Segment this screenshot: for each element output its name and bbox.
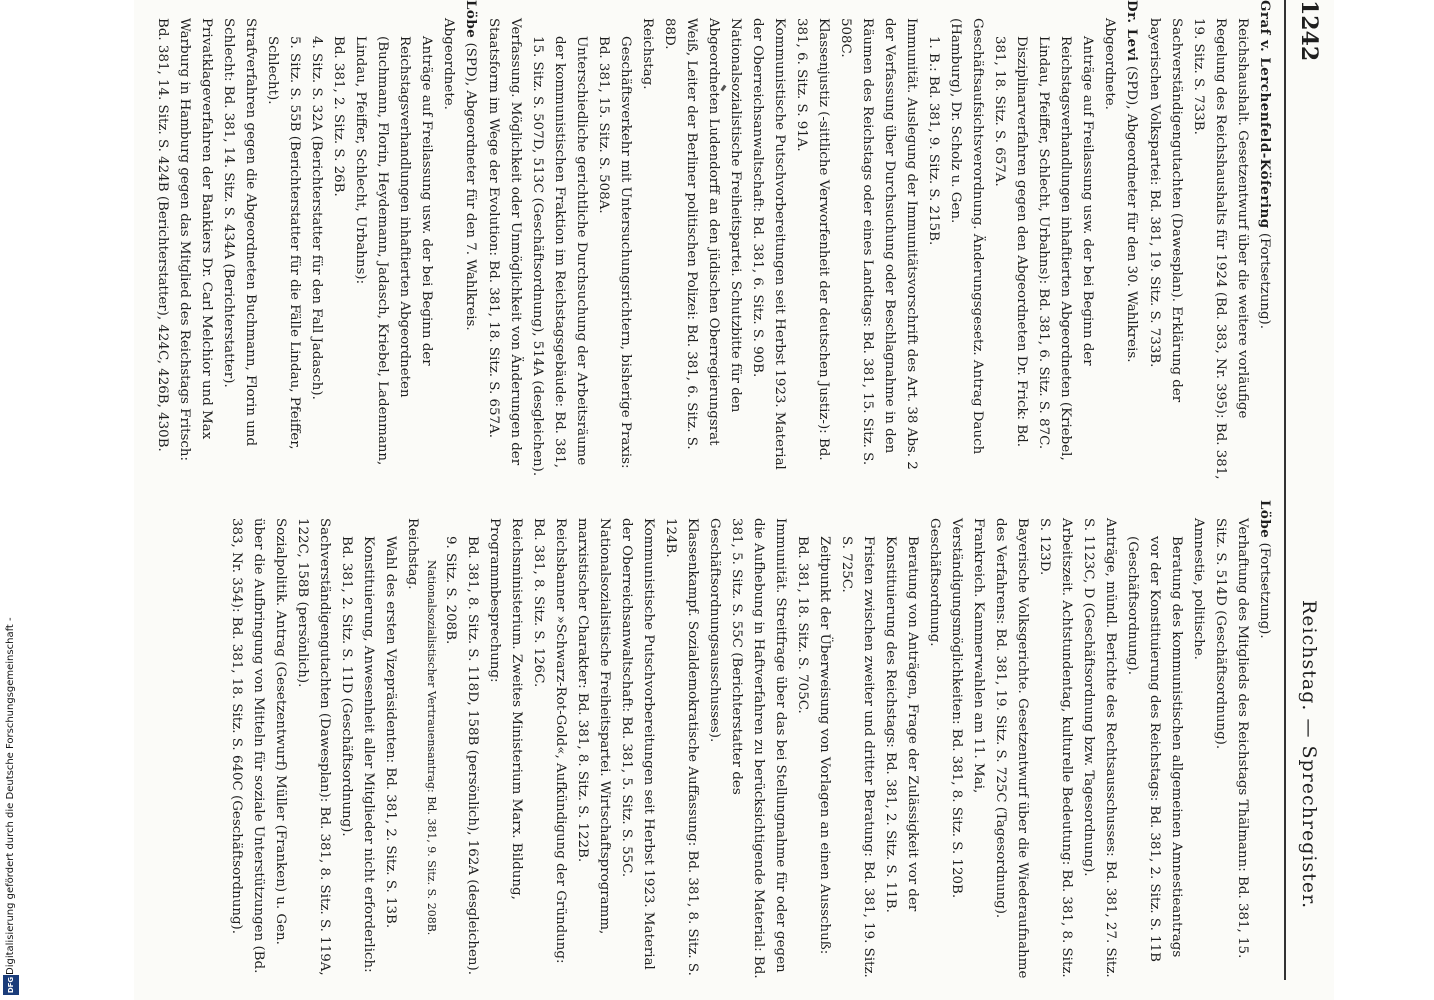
- register-entry-line: [1098, 0, 1120, 480]
- register-entry-line: [423, 500, 439, 980]
- entry-text: Reichsministerium. Zweites Ministerium Marx. Bildung, Programmbesprechung:: [487, 518, 524, 900]
- entry-text: Bayerische Volksgerichte. Gesetzentwurf über die Wiederaufnahme des Verfahrens: Bd. 381, 19. Sitz. S. 725C (Tagesordnung).: [993, 518, 1030, 979]
- left-column: [151, 0, 1276, 480]
- register-entry-line: [437, 0, 459, 480]
- register-entry-line: [615, 500, 659, 980]
- register-entry-heading: [459, 0, 482, 480]
- person-name: Dr. Levi: [1124, 0, 1140, 62]
- entry-text: Bd. 381, 8. Sitz. S. 118D, 158B (persönlich), 162A (desgleichen).: [465, 536, 480, 976]
- entry-text: Beratung von Anträgen, Frage der Zulässigkeit vor der Konstituierung des Reichstags: Bd. 381, 2. Sitz. S. 11B.: [883, 536, 920, 913]
- entry-text: Privatklageverfahren der Bankiers Dr. Carl Melchior und Max Warburg in Hamburg gegen das Mitglied des Reichstags Fritsch: Bd. 381, 14. Sitz. S. 424B (Berichterstatter), 424C, 426B, 430B.: [155, 18, 214, 462]
- entry-text: Immunität. Streitfrage über das bei Stellungnahme für oder gegen die Aufhebung in Haftverfahren zu berücksichtigende Material: Bd. 381, 5. Sitz. S. 55C (Berichterstatter des Geschäftsordnungsausschusses).: [707, 518, 788, 979]
- register-entry-line: [401, 500, 423, 980]
- register-entry-line: [439, 500, 461, 980]
- register-entry-line: [261, 0, 305, 480]
- entry-text: (Fortsetzung).: [1257, 228, 1272, 329]
- register-entry-line: [658, 0, 746, 480]
- register-entry-heading: [1253, 500, 1276, 980]
- entry-text: Sozialpolitik. Antrag (Gesetzentwurf) Müller (Franken) u. Gen. über die Aufbringung von Mitteln für soziale Unterstützungen (Bd. 383, Nr. 354): Bd. 381, 18. Sitz. S. 640C (Geschäftsordnung).: [229, 518, 288, 974]
- register-entry-line: [791, 500, 835, 980]
- register-entry-line: [335, 500, 379, 980]
- register-entry-line: [482, 0, 526, 480]
- register-entry-line: [305, 0, 327, 480]
- register-entry-line: [291, 500, 335, 980]
- register-entry-line: [1033, 500, 1077, 980]
- entry-text: Nationalsozialistischer Vertrauensantrag: Bd. 381, 9. Sitz. S. 208B.: [425, 560, 438, 936]
- register-entry-line: [225, 500, 291, 980]
- entry-text: Fristen zwischen zweiter und dritter Beratung: Bd. 381, 19. Sitz. S. 725C.: [839, 536, 876, 978]
- entry-text: 4. Sitz. S. 32A (Berichterstatter für den Fall Jadasch).: [309, 36, 324, 400]
- register-entry-line: [944, 0, 988, 480]
- register-entry-line: [483, 500, 527, 980]
- register-entry-line: [526, 0, 592, 480]
- register-entry-line: [151, 0, 217, 480]
- entry-text: Reichstag.: [405, 518, 420, 590]
- entry-text: Beratung des kommunistischen allgemeinen Amnestieantrags vor der Konstituierung des Reichstags: Bd. 381, 2. Sitz. S. 11B (Geschäftsordnung).: [1125, 536, 1184, 963]
- entry-text: Arbeitszeit. Achtstundentag, kulturelle Bedeutung: Bd. 381, 8. Sitz. S. 123D.: [1037, 518, 1074, 978]
- entry-text: Wahl des ersten Vizepräsidenten: Bd. 381, 2. Sitz. S. 13B.: [383, 536, 398, 929]
- register-entry-line: [636, 0, 658, 480]
- entry-text: Klassenjustiz (-sittliche Verworfenheit der deutschen Justiz-): Bd. 381, 6. Sitz. S. 91A.: [794, 18, 831, 461]
- register-entry-line: [834, 0, 922, 480]
- entry-text: Unterschiedliche gerichtliche Durchsuchung der Arbeitsräume der kommunistischen Fraktion im Reichstagsgebäude: Bd. 381, 15. Sitz. S. 507D, 513C (Geschäftsordnung), 514A (desgleichen).: [530, 36, 589, 477]
- entry-text: Abgeordnete.: [1102, 18, 1117, 110]
- entry-text: Geschäftsverkehr mit Untersuchungsrichtern, bisherige Praxis: Bd. 381, 15. Sitz. S. 508A.: [596, 36, 633, 469]
- person-name: Graf v. Lerchenfeld-Köfering: [1257, 0, 1273, 229]
- register-entry-line: [1077, 500, 1121, 980]
- register-entry-line: [790, 0, 834, 480]
- register-entry-heading: [1253, 0, 1276, 480]
- register-entry-line: [835, 500, 879, 980]
- register-entry-line: [349, 0, 437, 480]
- dfg-logo-text: DFG: [7, 976, 15, 994]
- entry-text: Sachverständigengutachten (Dawesplan): Bd. 381, 8. Sitz. S. 119A, 122C, 158B (persönlich).: [295, 518, 332, 976]
- register-entry-line: [988, 0, 1032, 480]
- digitization-sidebar: [2, 0, 22, 1000]
- entry-text: Anträge auf Freilassung usw. der bei Beginn der Reichstagsverhandlungen inhaftierten Abgeordneten (Buchmann, Florin, Heydemann, Jadasch, Kriebel, Ladenmann, Lindau, Pfeiffer, Schlecht, Urbahns):: [353, 36, 434, 466]
- entry-text: 1. B.: Bd. 381, 9. Sitz. S. 215B.: [926, 36, 941, 246]
- entry-text: Frankreich. Kammerwahlen am 11. Mai, Verständigungsmöglichkeiten: Bd. 381, 8. Sitz. S. 120B.: [949, 518, 986, 899]
- person-name: Löbe: [1257, 500, 1273, 539]
- right-column: [225, 500, 1276, 980]
- entry-text: Kommunistische Putschvorbereitungen seit Herbst 1923. Material der Oberreichsanwaltschaft: Bd. 381, 6. Sitz. S. 90B.: [750, 18, 787, 470]
- register-entry-line: [379, 500, 401, 980]
- entry-text: Verhaftung des Mitglieds des Reichstags Thälmann: Bd. 381, 15. Sitz. S. 514D (Geschäftsordnung).: [1213, 518, 1250, 959]
- entry-text: Anträge, mündl. Berichte des Rechtsausschusses: Bd. 381, 27. Sitz. S. 1123C, D (Geschäftsordnung bzw. Tagesordnung).: [1081, 518, 1118, 978]
- register-entry-line: [217, 0, 261, 480]
- register-entry-line: [461, 500, 483, 980]
- entry-text: Immunität. Auslegung der Immunitätsvorschrift des Art. 38 Abs. 2 der Verfassung über Durchsuchung oder Beschlagnahme in den Räumen des Reichstags oder eines Landtags: Bd. 381, 15. Sitz. S. 508C.: [838, 18, 919, 470]
- entry-text: Geschäftsordnung.: [927, 518, 942, 647]
- register-entry-line: [879, 500, 923, 980]
- entry-text: Reichsbanner »Schwarz-Rot-Gold«, Aufkündigung der Gründung: Bd. 381, 8. Sitz. S. 126C.: [531, 518, 568, 964]
- entry-text: (SPD), Abgeordneter für den 7. Wahlkreis.: [463, 38, 478, 331]
- entry-text: 9. Sitz. S. 208B.: [443, 536, 458, 645]
- entry-text: Bd. 381, 2. Sitz. S. 26B.: [331, 36, 346, 197]
- entry-text: Verfassung. Möglichkeit oder Unmöglichkeit von Änderungen der Staatsform im Wege der Evolution: Bd. 381, 18. Sitz. S. 657A.: [486, 18, 523, 466]
- person-name: Löbe: [463, 0, 479, 39]
- register-entry-line: [1187, 0, 1253, 480]
- entry-text: Konstituierung, Anwesenheit aller Mitglieder nicht erforderlich: Bd. 381, 2. Sitz. S. 11D (Geschäftsordnung).: [339, 536, 376, 973]
- entry-text: Nationalsozialistische Freiheitspartei. Wirtschaftsprogramm, marxistischer Charakter: Bd. 381, 8. Sitz. S. 122B.: [575, 518, 612, 935]
- register-entry-line: [922, 0, 944, 480]
- entry-text: Abgeordnete.: [441, 18, 456, 110]
- entry-text: (SPD), Abgeordneter für den 30. Wahlkreis.: [1124, 61, 1139, 363]
- register-entry-line: [1143, 0, 1187, 480]
- entry-text: Reichstag.: [640, 18, 655, 90]
- funding-credit: Digitalisierung gefördert durch die Deutsche Forschungsgemeinschaft -: [5, 617, 16, 975]
- register-entry-line: [327, 0, 349, 480]
- register-entry-line: [527, 500, 571, 980]
- entry-text: Kommunistische Putschvorbereitungen seit Herbst 1923. Material der Oberreichsanwaltschaft: Bd. 381, 5. Sitz. S. 55C.: [619, 518, 656, 970]
- entry-text: Klassenkampf. Sozialdemokratische Auffassung: Bd. 381, 8. Sitz. S. 124B.: [663, 518, 700, 976]
- entry-text: (Fortsetzung).: [1257, 538, 1272, 639]
- register-entry-line: [746, 0, 790, 480]
- register-entry-line: [945, 500, 989, 980]
- entry-text: Disziplinarverfahren gegen den Abgeordneten Dr. Frick: Bd. 381, 18. Sitz. S. 657A.: [992, 36, 1029, 447]
- register-entry-line: [989, 500, 1033, 980]
- entry-text: Amnestie, politische.: [1191, 518, 1206, 660]
- dfg-logo: [3, 975, 19, 995]
- register-entry-line: [592, 0, 636, 480]
- register-entry-line: [703, 500, 791, 980]
- entry-text: Geschäftsaufsichtsverordnung. Änderungsgesetz. Antrag Dauch (Hamburg), Dr. Scholz u. Gen.: [948, 18, 985, 455]
- register-entry-line: [1032, 0, 1098, 480]
- page-header: [1286, 0, 1326, 980]
- register-entry-line: [571, 500, 615, 980]
- register-entry-line: [1121, 500, 1187, 980]
- rotated-page: [134, 0, 1334, 1000]
- entry-text: Strafverfahren gegen die Abgeordneten Buchmann, Florin und Schlecht: Bd. 381, 14. Sitz. S. 434A (Berichterstatter).: [221, 18, 258, 447]
- register-entry-heading: [1120, 0, 1143, 480]
- running-title: Reichstag. — Sprechregister.: [1298, 600, 1320, 910]
- register-entry-line: [659, 500, 703, 980]
- register-entry-line: [1187, 500, 1209, 980]
- entry-text: Reichshaushalt. Gesetzentwurf über die weitere vorläufige Regelung des Reichshaushalts für 1924 (Bd. 383, Nr. 395): Bd. 381, 19. Sitz. S. 733B.: [1191, 18, 1250, 480]
- register-entry-line: [923, 500, 945, 980]
- page-number: 1242: [1296, 0, 1322, 62]
- register-entry-line: [1209, 500, 1253, 980]
- entry-text: Anträge auf Freilassung usw. der bei Beginn der Reichstagsverhandlungen inhaftierten Abgeordneten (Kriebel, Lindau, Pfeiffer, Schlecht, Urbahns): Bd. 381, 6. Sitz. S. 87C.: [1036, 36, 1095, 461]
- entry-text: Sachverständigengutachten (Dawesplan). Erklärung der bayerischen Volkspartei: Bd. 381, 19. Sitz. S. 733B.: [1147, 18, 1184, 403]
- entry-text: Zeitpunkt der Überweisung von Vorlagen an einen Ausschuß: Bd. 381, 18. Sitz. S. 705C.: [795, 536, 832, 955]
- entry-text: Nationalsozialistische Freiheitspartei. Schutzbitte für den Abgeordneten Ludendorff an den jüdischen Oberregierungsrat Weiß, Leiter der Berliner politischen Polizei: Bd. 381, 6. Sitz. S. 88D.: [662, 18, 743, 450]
- header-rule: [1284, 0, 1286, 980]
- entry-text: 5. Sitz. S. 55B (Berichterstatter für die Fälle Lindau, Pfeiffer, Schlecht).: [265, 36, 302, 450]
